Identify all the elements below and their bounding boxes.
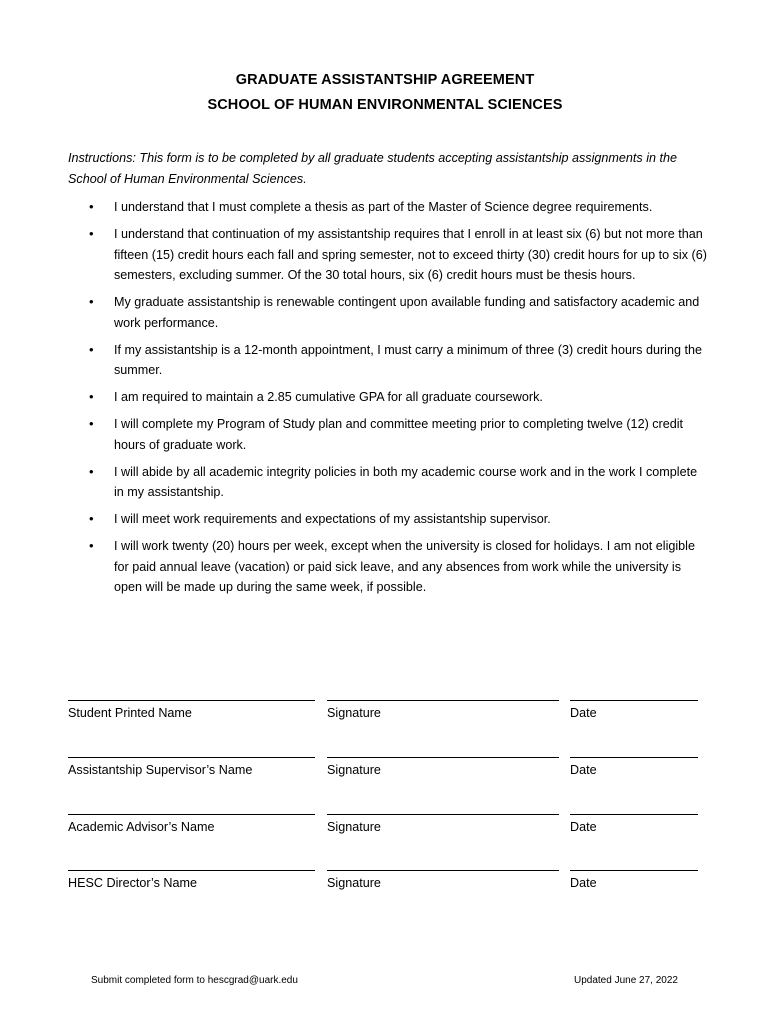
bullet-icon: • (89, 416, 94, 431)
list-item-text: I am required to maintain a 2.85 cumulative GPA for all graduate coursework. (114, 390, 543, 404)
list-item (68, 197, 708, 218)
supervisor-date-line[interactable] (570, 757, 698, 758)
list-item (68, 536, 708, 598)
student-signature-line[interactable] (327, 700, 559, 701)
student-name-line[interactable] (68, 700, 315, 701)
advisor-signature-label: Signature (327, 820, 381, 834)
document-title: GRADUATE ASSISTANTSHIP AGREEMENT (235, 72, 535, 88)
signature-row-director (0, 870, 770, 900)
advisor-date-label: Date (570, 820, 597, 834)
director-signature-label: Signature (327, 876, 381, 890)
bullet-icon: • (89, 538, 94, 553)
list-item (68, 292, 708, 333)
student-name-label: Student Printed Name (68, 706, 192, 720)
supervisor-signature-line[interactable] (327, 757, 559, 758)
director-name-line[interactable] (68, 870, 315, 871)
list-item (68, 414, 708, 455)
list-item (68, 224, 708, 286)
updated-date: Updated June 27, 2022 (574, 975, 678, 986)
document-subtitle: SCHOOL OF HUMAN ENVIRONMENTAL SCIENCES (207, 97, 563, 113)
list-item-text: My graduate assistantship is renewable contingent upon available funding and satisfactory academic and work performance. (114, 295, 700, 330)
list-item-text: If my assistantship is a 12-month appointment, I must carry a minimum of three (3) credit hours during the summer. (114, 342, 702, 377)
list-item-text: I will meet work requirements and expectations of my assistantship supervisor. (114, 512, 551, 526)
list-item-text: I understand that continuation of my assistantship requires that I enroll in at least six (6) but not more than fifteen (15) credit hours each fall and spring semester, not to exceed thirty (30) credit hours for up to six (6) semesters, excluding summer. Of the 30 total hours, six (6) credit hours must be thesis hours. (114, 227, 707, 282)
director-date-line[interactable] (570, 870, 698, 871)
bullet-icon: • (89, 511, 94, 526)
advisor-signature-line[interactable] (327, 814, 559, 815)
list-item-text: I will work twenty (20) hours per week, except when the university is closed for holidays. I am not eligible for paid annual leave (vacation) or paid sick leave, and any absences from work while the university is open will be made up during the same week, if possible. (114, 539, 695, 594)
advisor-name-label: Academic Advisor’s Name (68, 820, 215, 834)
bullet-icon: • (89, 341, 94, 357)
signature-row-student (0, 700, 770, 730)
bullet-icon: • (89, 389, 94, 404)
list-item (68, 462, 708, 503)
signature-row-advisor (0, 814, 770, 844)
student-date-label: Date (570, 706, 597, 720)
list-item (68, 340, 708, 381)
student-date-line[interactable] (570, 700, 698, 701)
bullet-icon: • (89, 226, 94, 241)
supervisor-name-line[interactable] (68, 757, 315, 758)
student-signature-label: Signature (327, 706, 381, 720)
list-item (68, 509, 708, 530)
director-name-label: HESC Director’s Name (68, 876, 197, 890)
list-item-text: I will complete my Program of Study plan and committee meeting prior to completing twelve (12) credit hours of graduate work. (114, 417, 684, 452)
director-date-label: Date (570, 876, 597, 890)
instructions-text: Instructions: This form is to be completed by all graduate students accepting assistantship assignments in the School of Human Environmental Sciences. (68, 151, 678, 186)
advisor-name-line[interactable] (68, 814, 315, 815)
supervisor-date-label: Date (570, 763, 597, 777)
bullet-icon: • (89, 199, 94, 214)
supervisor-name-label: Assistantship Supervisor’s Name (68, 763, 253, 777)
supervisor-signature-label: Signature (327, 763, 381, 777)
director-signature-line[interactable] (327, 870, 559, 871)
bullet-icon: • (89, 294, 94, 309)
submit-instructions: Submit completed form to hescgrad@uark.edu (91, 975, 298, 986)
list-item-text: I will abide by all academic integrity policies in both my academic course work and in the work I complete in my assistantship. (114, 464, 698, 499)
agreement-list (68, 197, 708, 604)
list-item (68, 387, 708, 408)
signature-row-supervisor (0, 757, 770, 787)
list-item-text: I understand that I must complete a thesis as part of the Master of Science degree requirements. (114, 200, 653, 214)
bullet-icon: • (89, 463, 94, 479)
advisor-date-line[interactable] (570, 814, 698, 815)
